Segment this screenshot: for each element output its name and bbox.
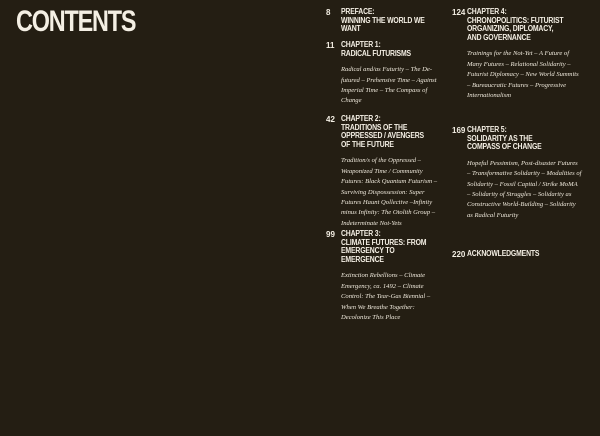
entry-description: Extinction Rebellions – Climate Emergency, ca. 1492 – Climate Control: The Tear-Gas Biennial – When We Breathe Together: Decolonize This Place [341,272,431,321]
entry-heading: CHAPTER 4: CHRONOPOLITICS: FUTURIST ORGANIZING, DIPLOMACY, AND GOVERNANCE [467,7,564,42]
entry-description: Radical and/as Futurity – The De-futured – Prehensive Time – Against Imperial Time – The Compass of Change [341,66,437,105]
toc-entry-chapter-2[interactable] [326,115,446,230]
page-number: 11 [326,41,335,50]
toc-column-right [452,8,582,259]
entry-description: Trainings for the Not-Yet – A Future of Many Futures – Relational Solidarity – Futurist Diplomacy – New World Summits – Bureaucratic Futures – Progressive Internationalism [467,50,579,99]
page-number: 124 [452,8,466,17]
entry-heading: CHAPTER 2: TRADITIONS OF THE OPPRESSED / AVENGERS OF THE FUTURE [341,114,424,149]
toc-column-left [326,8,446,323]
toc-entry-chapter-4[interactable] [452,8,582,126]
page-number: 220 [452,250,466,259]
toc-entry-chapter-3[interactable] [326,230,446,323]
entry-heading: CHAPTER 1: RADICAL FUTURISMS [341,40,411,58]
entry-heading: CHAPTER 3: CLIMATE FUTURES: FROM EMERGENCY TO EMERGENCE [341,229,427,264]
entry-description: Hopeful Pessimism, Post-disaster Futures – Transformative Solidarity – Modalities of Solidarity – Fossil Capital / Strike MoMA – Solidarity of Struggles – Solidarity as Constructive World-Building – Solidarity as Radical Futurity [467,159,582,219]
toc-entry-chapter-1[interactable] [326,41,446,115]
page-number: 99 [326,230,335,239]
entry-heading: ACKNOWLEDGMENTS [467,249,540,258]
toc-entry-preface[interactable] [326,8,446,41]
toc-entry-acknowledgments[interactable] [452,250,582,259]
page-number: 8 [326,8,331,17]
entry-heading: PREFACE: WINNING THE WORLD WE WANT [341,7,425,34]
entry-description: Tradition/s of the Oppressed – Weaponized Time / Community Futures: Black Quantum Futurism – Surviving Dispossession: Super Futures Haunt Qollective –Infinity minus Infinity: The Otolith Group – Indeterminate Not-Yets [341,157,438,227]
page-number: 169 [452,126,466,135]
page-title: CONTENTS [16,5,136,38]
toc-entry-chapter-5[interactable] [452,126,582,250]
page-number: 42 [326,115,335,124]
entry-heading: CHAPTER 5: SOLIDARITY AS THE COMPASS OF CHANGE [467,125,542,152]
